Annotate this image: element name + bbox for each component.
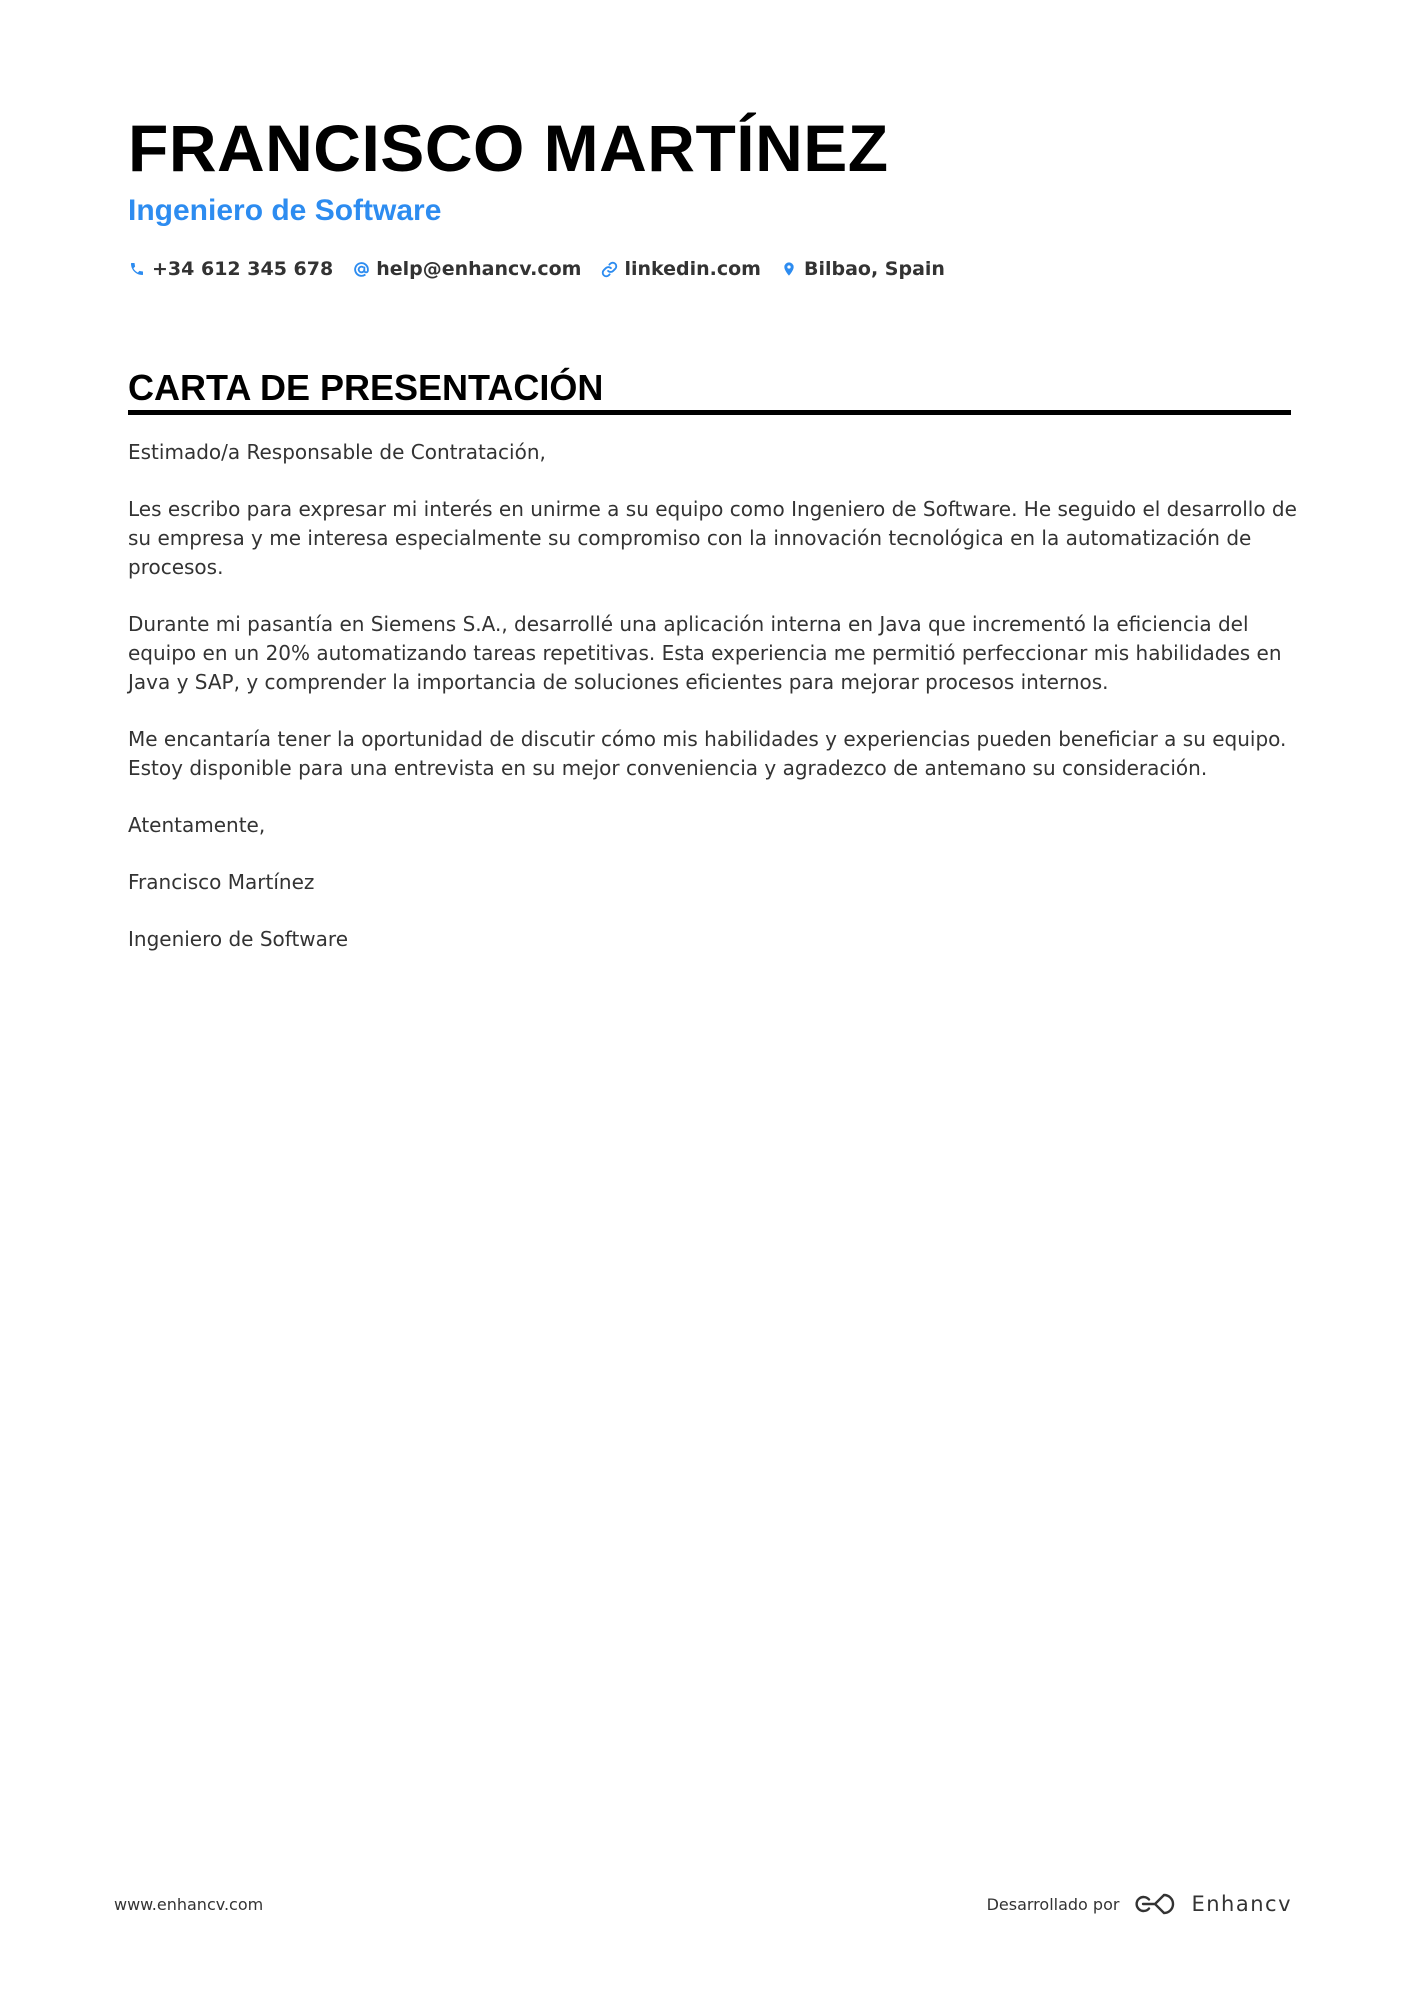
letter-paragraph: Me encantaría tener la oportunidad de discutir cómo mis habilidades y experiencias pueden beneficiar a su equipo. Estoy disponible para una entrevista en su mejor conveniencia y agradezco de antemano su consideración.: [128, 727, 1287, 780]
link-icon: [600, 260, 618, 278]
contact-phone: [128, 258, 333, 280]
applicant-name: FRANCISCO MARTÍNEZ: [128, 111, 889, 185]
contact-linkedin[interactable]: [600, 258, 761, 280]
contact-email[interactable]: [352, 258, 581, 280]
letter-paragraph: Les escribo para expresar mi interés en unirme a su equipo como Ingeniero de Software. He seguido el desarrollo de su empresa y me interesa especialmente su compromiso con la innovación tecnológica en la automatización de procesos.: [128, 497, 1297, 579]
applicant-role: Ingeniero de Software: [128, 194, 442, 227]
phone-icon: [128, 260, 146, 278]
brand-wordmark: Enhancv: [1191, 1892, 1292, 1916]
contact-phone-text: +34 612 345 678: [152, 258, 334, 280]
footer-url[interactable]: www.enhancv.com: [114, 1895, 264, 1914]
letter-salutation: Estimado/a Responsable de Contratación,: [128, 440, 546, 464]
section-title: CARTA DE PRESENTACIÓN: [128, 367, 604, 408]
contact-bar: [128, 252, 964, 286]
letter-closing: Atentamente,: [128, 813, 266, 837]
contact-location: [780, 258, 945, 280]
section-divider: [128, 410, 1291, 415]
letter-body: [128, 438, 1298, 982]
location-pin-icon: [780, 260, 798, 278]
at-icon: [352, 260, 370, 278]
powered-by-label: Desarrollado por: [986, 1894, 1120, 1914]
footer-brand: [987, 1884, 1292, 1924]
signature-role: Ingeniero de Software: [128, 927, 349, 951]
contact-linkedin-text: linkedin.com: [624, 258, 761, 280]
enhancv-logo-icon: [1131, 1891, 1179, 1917]
letter-paragraph: Durante mi pasantía en Siemens S.A., desarrollé una aplicación interna en Java que incrementó la eficiencia del equipo en un 20% automatizando tareas repetitivas. Esta experiencia me permitió perfeccionar mis habilidades en Java y SAP, y comprender la importancia de soluciones eficientes para mejorar procesos internos.: [128, 612, 1282, 694]
contact-email-text: help@enhancv.com: [376, 258, 582, 280]
contact-location-text: Bilbao, Spain: [803, 258, 945, 280]
signature-name: Francisco Martínez: [128, 870, 315, 894]
